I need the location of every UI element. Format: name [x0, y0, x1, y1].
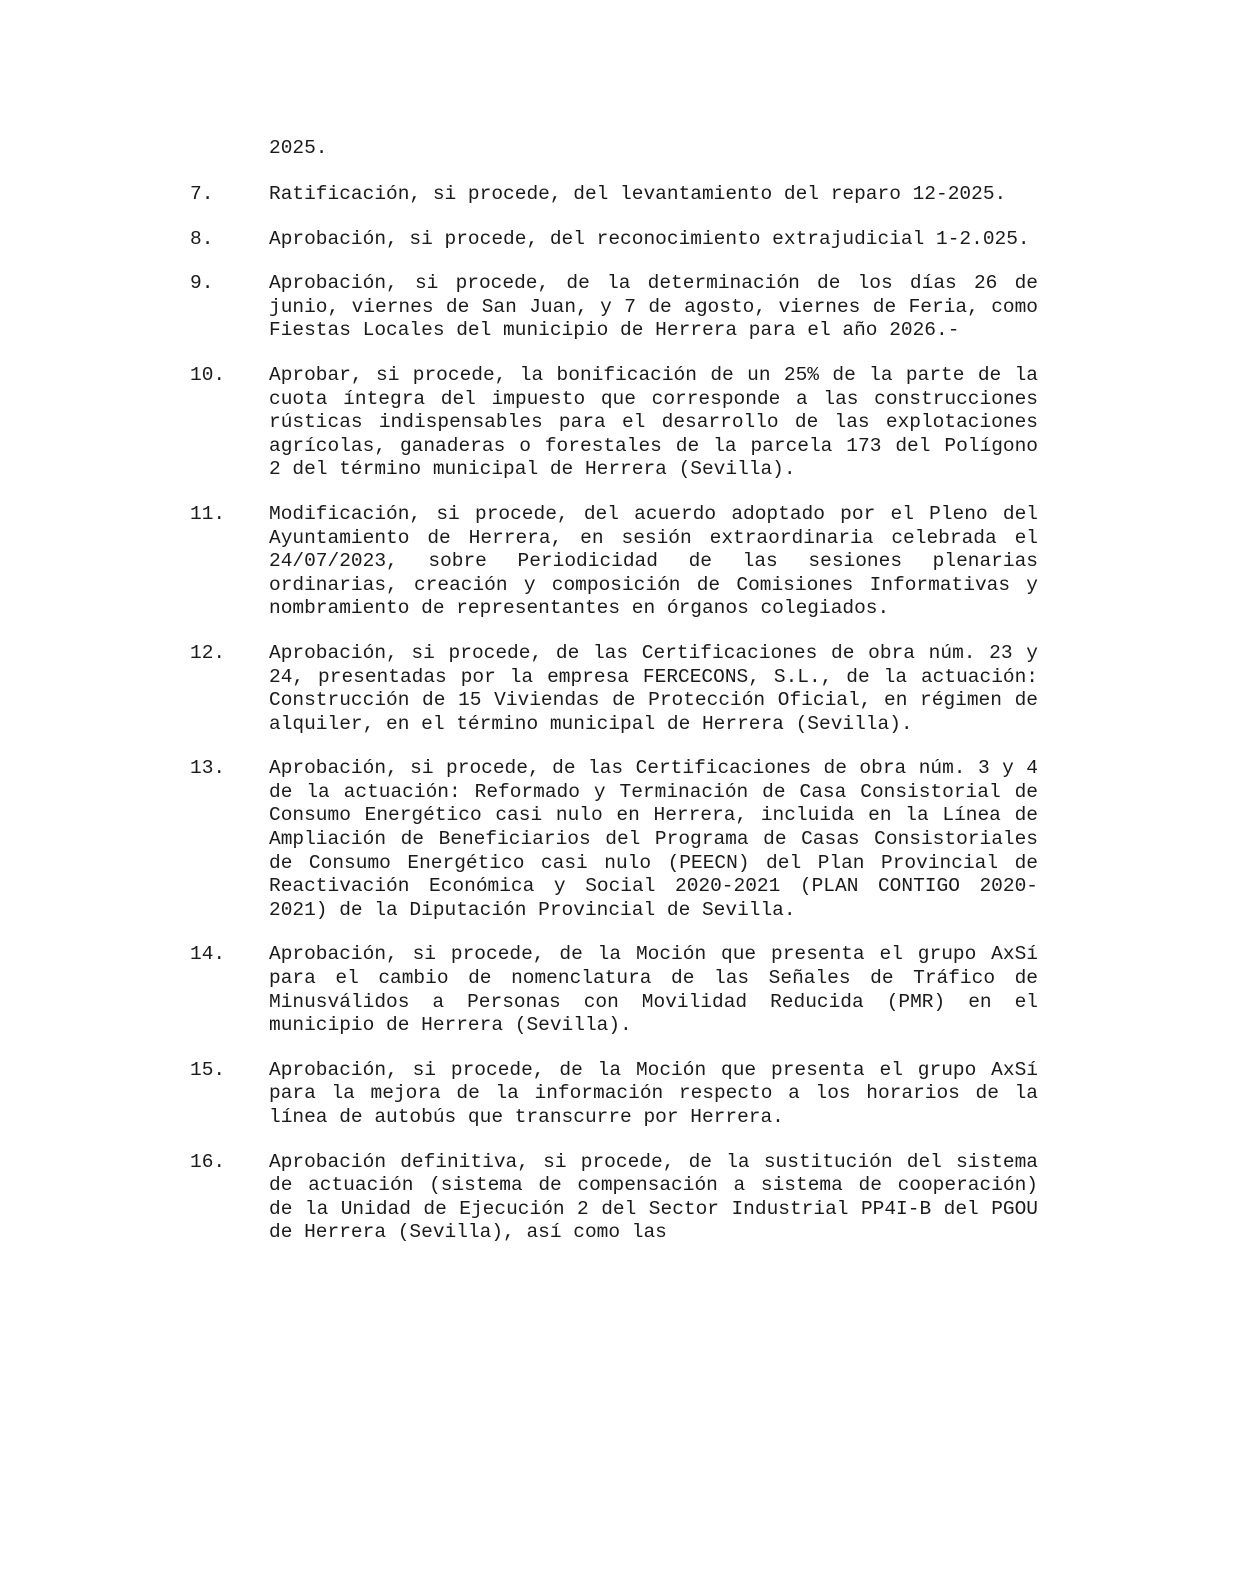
item-number: 8. [190, 227, 214, 250]
item-text: Aprobación, si procede, del reconocimiento extrajudicial 1-2.025. [269, 227, 1030, 250]
item-text: Aprobación, si procede, de la determinación de los días 26 de junio, viernes de San Juan, y 7 de agosto, viernes de Feria, como Fiestas Locales del municipio de Herrera para el año 2026.- [269, 272, 1038, 342]
agenda-item-8 [190, 228, 1038, 252]
item-number: 7. [190, 183, 214, 205]
item-text: Aprobación, si procede, de la Moción que presenta el grupo AxSí para la mejora de la información respecto a los horarios de la línea de autobús que transcurre por Herrera. [269, 1058, 1038, 1128]
agenda-item-15 [190, 1059, 1038, 1130]
item-number: 15. [190, 1058, 226, 1081]
agenda-item-14 [190, 943, 1038, 1037]
item-number: 16. [190, 1150, 226, 1173]
item-text: Aprobación, si procede, de la Moción que presenta el grupo AxSí para el cambio de nomenclatura de las Señales de Tráfico de Minusválidos a Personas con Movilidad Reducida (PMR) en el municipio de Herrera (Sevilla). [269, 943, 1038, 1037]
item-text: Aprobación definitiva, si procede, de la sustitución del sistema de actuación (sistema de compensación a sistema de cooperación) de la Unidad de Ejecución 2 del Sector Industrial PP4I-B del PGOU de Herrera (Sevilla), así como las [269, 1150, 1038, 1244]
item-text: Aprobar, si procede, la bonificación de un 25% de la parte de la cuota íntegra del impuesto que corresponde a las construcciones rústicas indispensables para el desarrollo de las explotaciones agrícolas, ganaderas o forestales de la parcela 173 del Polígono 2 del término municipal de Herrera (Sevilla). [269, 363, 1038, 481]
agenda-item-11 [190, 503, 1038, 621]
agenda-item-12 [190, 642, 1038, 736]
agenda-item-9 [190, 272, 1038, 343]
agenda-item-10 [190, 364, 1038, 482]
agenda-list [190, 183, 1038, 1266]
item-text: Ratificación, si procede, del levantamiento del reparo 12-2025. [269, 183, 1007, 205]
agenda-item-16 [190, 1151, 1038, 1245]
item-text: Aprobación, si procede, de las Certificaciones de obra núm. 23 y 24, presentadas por la empresa FERCECONS, S.L., de la actuación: Construcción de 15 Viviendas de Protección Oficial, en régimen de alquiler, en el término municipal de Herrera (Sevilla). [269, 641, 1038, 735]
item-number: 14. [190, 943, 226, 966]
item-text: Modificación, si procede, del acuerdo adoptado por el Pleno del Ayuntamiento de Herrera, en sesión extraordinaria celebrada el 24/07/2023, sobre Periodicidad de las sesiones plenarias ordinarias, creación y composición de Comisiones Informativas y nombramiento de representantes en órganos colegiados. [269, 502, 1038, 620]
agenda-item-7 [190, 183, 1038, 207]
item-text: Aprobación, si procede, de las Certificaciones de obra núm. 3 y 4 de la actuación: Reformado y Terminación de Casa Consistorial de Consumo Energético casi nulo en Herrera, incluida en la Línea de Ampliación de Beneficiarios del Programa de Casas Consistoriales de Consumo Energético casi nulo (PEECN) del Plan Provincial de Reactivación Económica y Social 2020-2021 (PLAN CONTIGO 2020-2021) de la Diputación Provincial de Sevilla. [269, 757, 1038, 921]
continuation-text: 2025. [269, 137, 328, 159]
item-number: 13. [190, 757, 226, 780]
item-number: 11. [190, 502, 226, 525]
agenda-item-13 [190, 757, 1038, 922]
item-number: 10. [190, 363, 226, 386]
item-number: 12. [190, 641, 226, 664]
item-number: 9. [190, 272, 214, 295]
